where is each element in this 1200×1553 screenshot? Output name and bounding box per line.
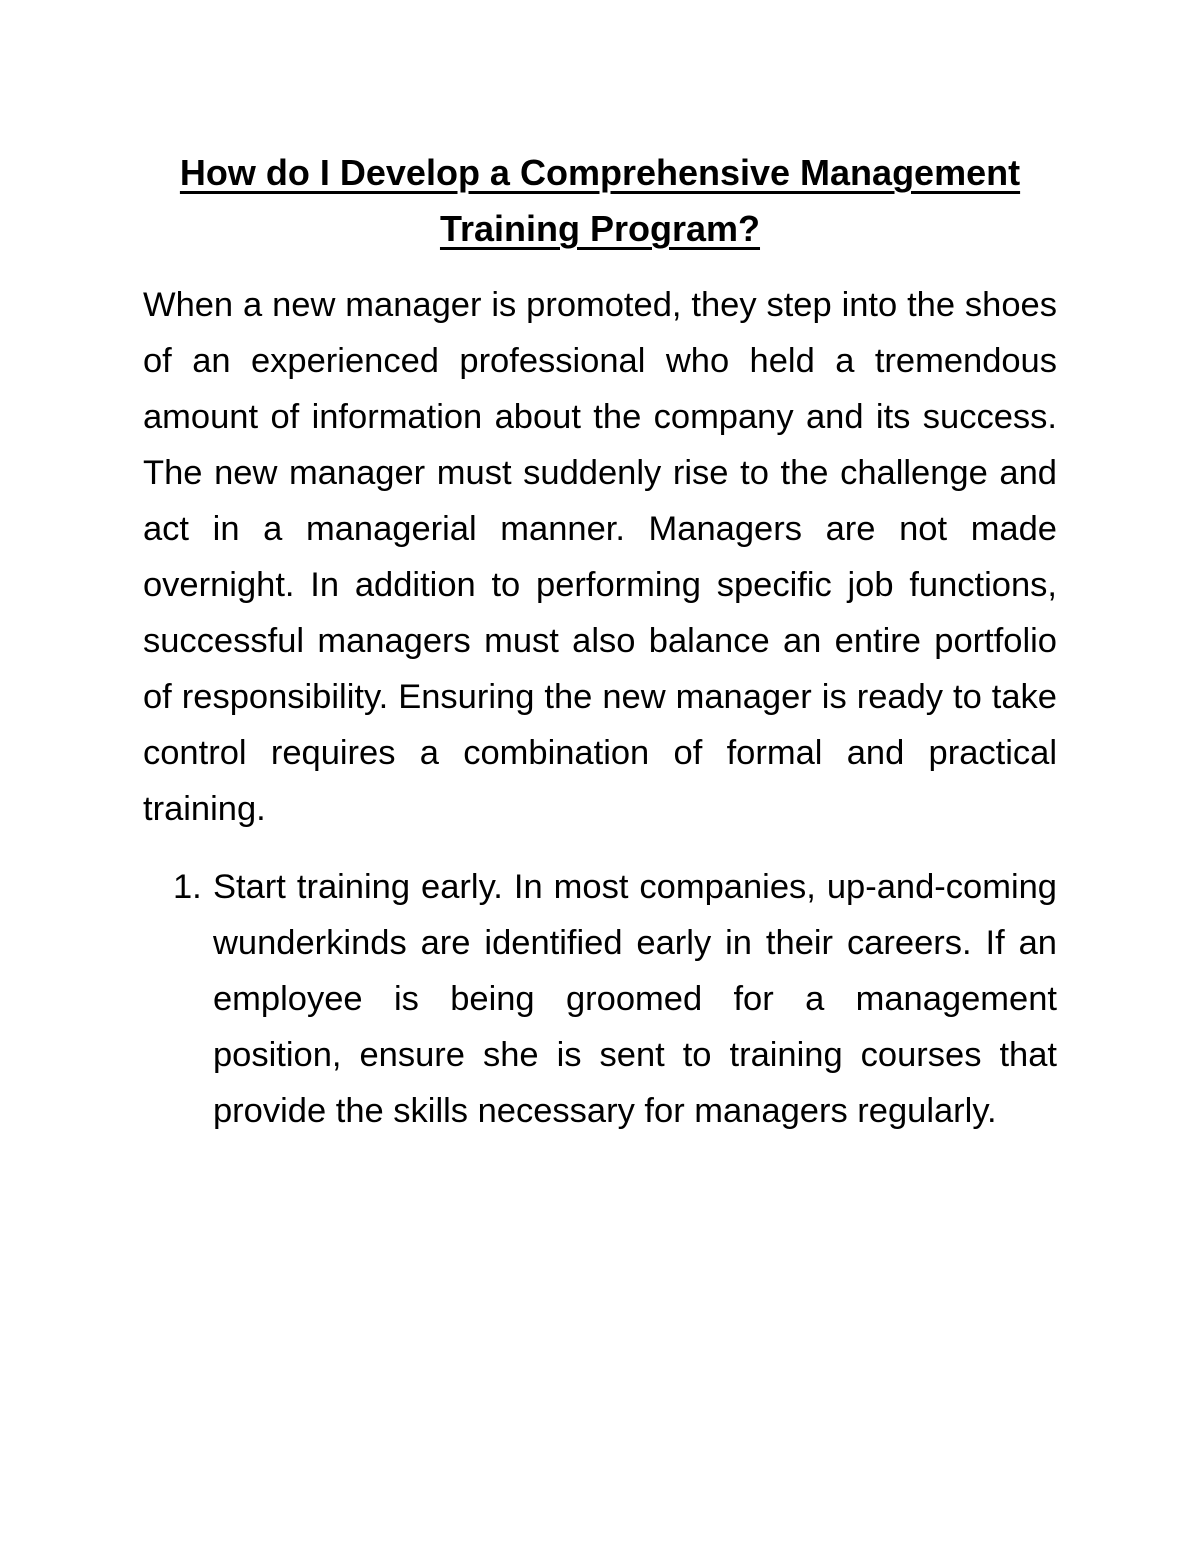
document-title: How do I Develop a Comprehensive Management Training Program? (179, 152, 1021, 249)
list-item (143, 859, 1057, 1139)
list-item-text: Start training early. In most companies, up-and-coming wunderkinds are identified early in their careers. If an employee is being groomed for a management position, ensure she is sent to training courses that provide the skills necessary for managers regularly. (213, 868, 1057, 1130)
document-page (143, 145, 1057, 1139)
steps-list (143, 859, 1057, 1139)
intro-paragraph: When a new manager is promoted, they step into the shoes of an experienced professional who held a tremendous amount of information about the company and its success. The new manager must suddenly rise to the challenge and act in a managerial manner. Managers are not made overnight. In addition to performing specific job functions, successful managers must also balance an entire portfolio of responsibility. Ensuring the new manager is ready to take control requires a combination of formal and practical training. (143, 286, 1057, 828)
list-item-number: 1. (173, 868, 202, 906)
